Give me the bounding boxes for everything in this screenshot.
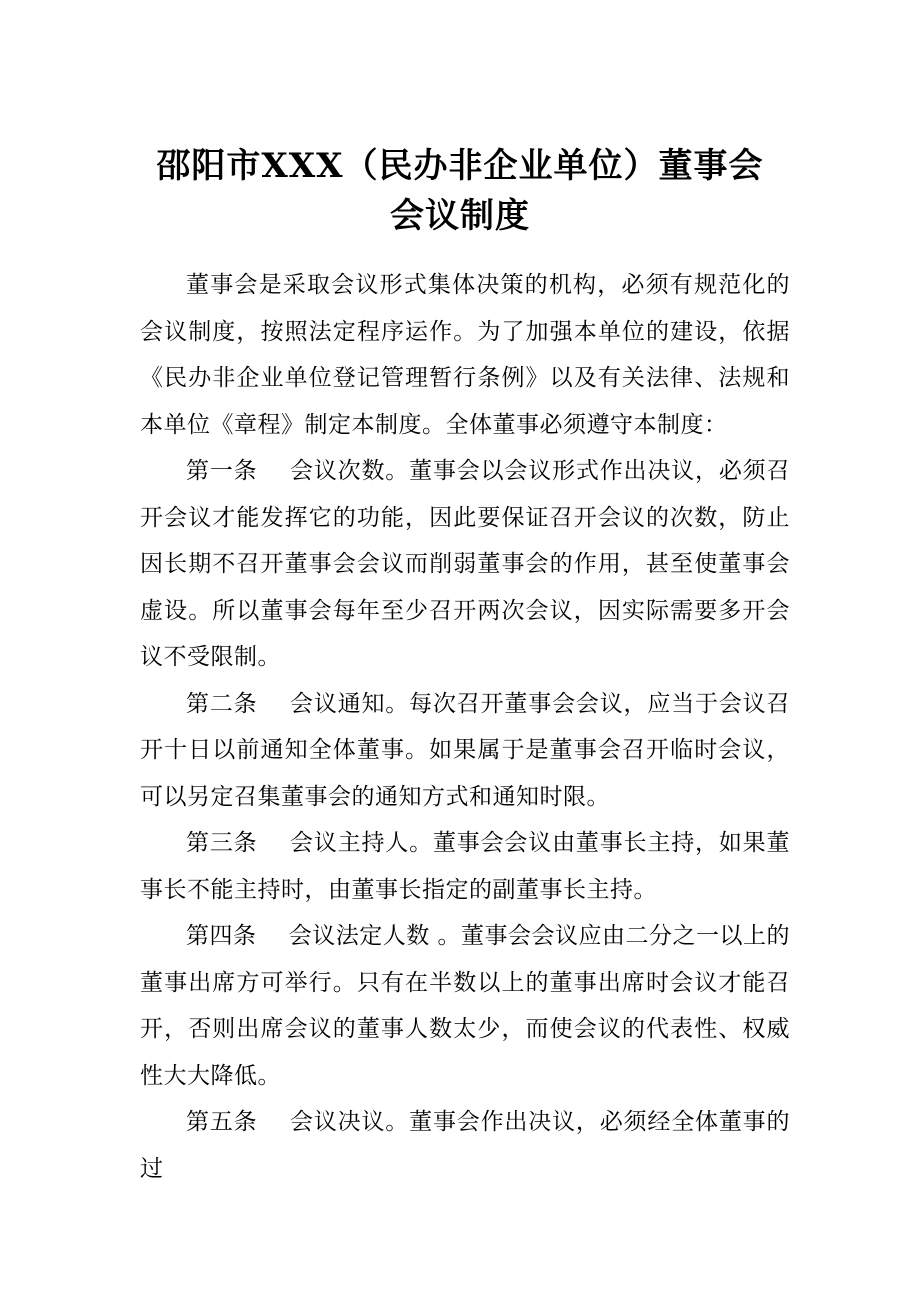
article-3 (140, 820, 790, 913)
article-4-text: 会议法定人数 。董事会会议应由二分之一以上的董事出席方可举行。只有在半数以上的董事出席时会议才能召开，否则出席会议的董事人数太少，而使会议的代表性、权威性大大降低。 (140, 923, 790, 1089)
article-4 (140, 913, 790, 1099)
article-4-number: 第四条 (186, 923, 257, 949)
article-2 (140, 681, 790, 821)
article-1-number: 第一条 (186, 458, 258, 484)
document-title-line1: 邵阳市XXX（民办非企业单位）董事会 (156, 146, 764, 186)
article-2-number: 第二条 (186, 690, 258, 717)
article-5 (140, 1099, 790, 1192)
article-1 (140, 448, 790, 681)
document-title-line2: 会议制度 (390, 196, 530, 236)
article-3-number: 第三条 (186, 830, 258, 856)
article-3-text: 会议主持人。董事会会议由董事长主持，如果董事长不能主持时，由董事长指定的副董事长主持。 (140, 830, 791, 903)
article-1-text: 会议次数。董事会以会议形式作出决议，必须召开会议才能发挥它的功能，因此要保证召开会议的次数，防止因长期不召开董事会会议而削弱董事会的作用，甚至使董事会虚设。所以董事会每年至少召开两次会议，因实际需要多开会议不受限制。 (140, 458, 791, 670)
article-5-text: 会议决议。董事会作出决议，必须经全体董事的过 (140, 1109, 791, 1182)
intro-paragraph: 董事会是采取会议形式集体决策的机构，必须有规范化的会议制度，按照法定程序运作。为了加强本单位的建设，依据《民办非企业单位登记管理暂行条例》以及有关法律、法规和本单位《章程》制定本制度。全体董事必须遵守本制度： (140, 272, 790, 438)
document-body (140, 262, 790, 1192)
article-2-text: 会议通知。每次召开董事会会议，应当于会议召开十日以前通知全体董事。如果属于是董事会召开临时会议，可以另定召集董事会的通知方式和通知时限。 (140, 690, 791, 810)
article-5-number: 第五条 (186, 1109, 258, 1135)
